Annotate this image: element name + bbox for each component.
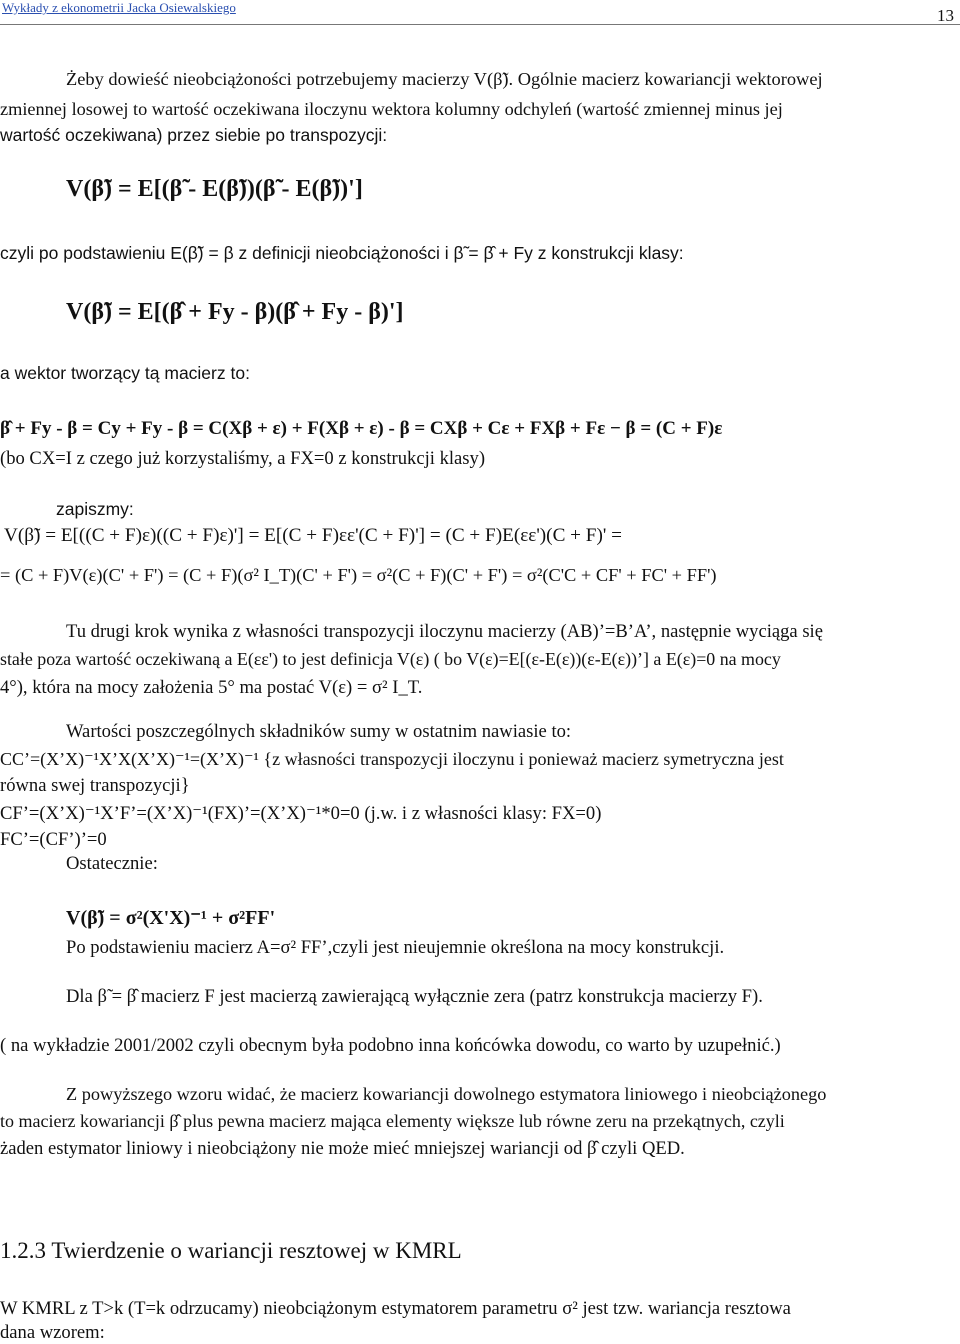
paragraph-2: czyli po podstawieniu E(β̃) = β z definicji nieobciążoności i β̃ = β̂ + Fy z konstrukcji klasy: (0, 243, 684, 263)
header-rule (0, 24, 960, 25)
equation-4: V(β̃) = E[((C + F)ε)((C + F)ε)'] = E[(C + F)εε'(C + F)'] = (C + F)E(εε')(C + F)' = (4, 525, 622, 546)
paragraph-9: CF’=(X’X)⁻¹X’F’=(X’X)⁻¹(FX)’=(X’X)⁻¹*0=0 (j.w. i z własności klasy: FX=0) (0, 803, 602, 824)
paragraph-16-line-1: W KMRL z T>k (T=k odrzucamy) nieobciążonym estymatorem parametru σ² jest tzw. wariancja resztowa (0, 1298, 791, 1319)
paragraph-1-line-1: Żeby dowieść nieobciążoności potrzebujemy macierzy V(β̃). Ogólnie macierz kowariancji wektorowej (66, 69, 823, 89)
equation-2: V(β̃) = E[(β̂ + Fy - β)(β̂ + Fy - β)'] (66, 299, 404, 325)
paragraph-15-line-1: Z powyższego wzoru widać, że macierz kowariancji dowolnego estymatora liniowego i nieobciążonego (66, 1084, 827, 1104)
paragraph-3: a wektor tworzący tą macierz to: (0, 363, 250, 383)
paragraph-1-line-2: zmiennej losowej to wartość oczekiwana iloczynu wektora kolumny odchyleń (wartość zmiennej minus jej (0, 99, 783, 119)
equation-5: = (C + F)V(ε)(C' + F') = (C + F)(σ² I_T)(C' + F') = σ²(C + F)(C' + F') = σ²(C'C + CF' + FC' + FF') (0, 565, 717, 585)
paragraph-7: Wartości poszczególnych składników sumy w ostatnim nawiasie to: (66, 721, 572, 742)
equation-1: V(β̃) = E[(β̃ - E(β̃))(β̃ - E(β̃))'] (66, 176, 363, 202)
paragraph-16-line-2: dana wzorem: (0, 1322, 105, 1343)
paragraph-10: FC’=(CF’)’=0 (0, 829, 107, 850)
page-number: 13 (937, 6, 954, 25)
equation-6: V(β̃) = σ²(X'X)⁻¹ + σ²FF' (66, 907, 276, 929)
paragraph-6-line-3: 4°), która na mocy założenia 5° ma postać V(ε) = σ² I_T. (0, 677, 423, 698)
paragraph-14: ( na wykładzie 2001/2002 czyli obecnym była podobno inna końcówka dowodu, co warto by uzupełnić.) (0, 1035, 781, 1056)
paragraph-1-line-3: wartość oczekiwana) przez siebie po transpozycji: (0, 125, 388, 145)
paragraph-8-line-1: CC’=(X’X)⁻¹X’X(X’X)⁻¹=(X’X)⁻¹ {z własności transpozycji iloczynu i ponieważ macierz symetryczna jest (0, 749, 784, 769)
section-heading: 1.2.3 Twierdzenie o wariancji resztowej w KMRL (0, 1238, 462, 1263)
paragraph-12: Po podstawieniu macierz A=σ² FF’,czyli jest nieujemnie określona na mocy konstrukcji. (66, 937, 725, 958)
paragraph-6-line-2: stałe poza wartość oczekiwaną a E(εε') to jest definicja V(ε) ( bo V(ε)=E[(ε-E(ε))(ε-E(ε))’] a E(ε)=0 na mocy (0, 649, 781, 669)
paragraph-11: Ostatecznie: (66, 853, 158, 874)
paragraph-13: Dla β̃ = β̂ macierz F jest macierzą zawierającą wyłącznie zera (patrz konstrukcja macierzy F). (66, 986, 763, 1007)
paragraph-6-line-1: Tu drugi krok wynika z własności transpozycji iloczynu macierzy (AB)’=B’A’, następnie wyciąga się (66, 621, 823, 642)
equation-3: β̂ + Fy - β = Cy + Fy - β = C(Xβ + ε) + F(Xβ + ε) - β = CXβ + Cε + FXβ + Fε − β = (C + F)ε (0, 418, 723, 439)
running-header-link[interactable]: Wykłady z ekonometrii Jacka Osiewalskiego (2, 0, 236, 15)
paragraph-5: zapiszmy: (56, 499, 134, 519)
paragraph-15-line-3: żaden estymator liniowy i nieobciążony nie może mieć mniejszej wariancji od β̂ czyli QED. (0, 1138, 685, 1159)
paragraph-15-line-2: to macierz kowariancji β̂ plus pewna macierz mająca elementy większe lub równe zeru na przekątnych, czyli (0, 1111, 785, 1131)
paragraph-4: (bo CX=I z czego już korzystaliśmy, a FX=0 z konstrukcji klasy) (0, 448, 486, 469)
paragraph-8-line-2: równa swej transpozycji} (0, 775, 190, 796)
